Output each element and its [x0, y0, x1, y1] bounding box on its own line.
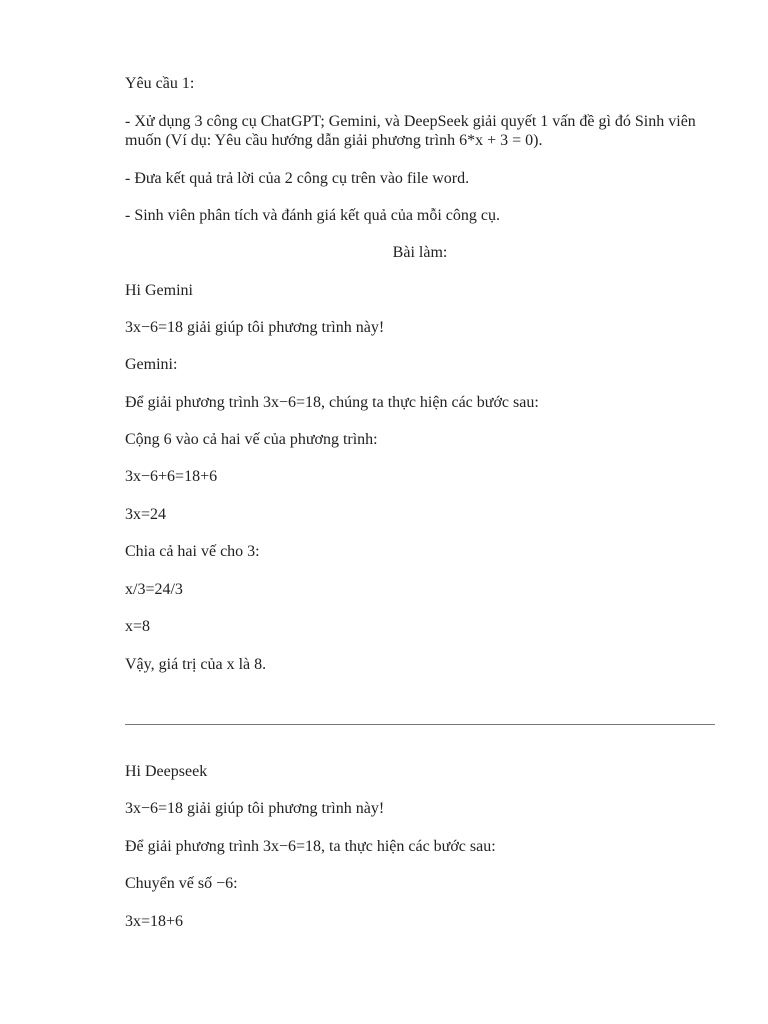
gemini-intro: Để giải phương trình 3x−6=18, chúng ta thực hiện các bước sau:	[125, 394, 539, 411]
gemini-equation-4: x=8	[125, 618, 151, 635]
gemini-conclusion: Vậy, giá trị của x là 8.	[125, 656, 267, 673]
deepseek-intro: Để giải phương trình 3x−6=18, ta thực hiện các bước sau:	[125, 838, 496, 855]
requirement-item-2: - Đưa kết quả trả lời của 2 công cụ trên vào file word.	[125, 170, 470, 187]
gemini-equation-3: x/3=24/3	[125, 581, 183, 598]
requirement-item-1: - Xử dụng 3 công cụ ChatGPT; Gemini, và DeepSeek giải quyết 1 vấn đề gì đó Sinh viên muốn (Ví dụ: Yêu cầu hướng dẫn giải phương trình 6*x + 3 = 0).	[125, 113, 696, 149]
requirement-heading: Yêu cầu 1:	[125, 75, 195, 92]
work-heading: Bài làm:	[392, 244, 448, 261]
gemini-equation-1: 3x−6+6=18+6	[125, 468, 218, 485]
section-divider	[125, 724, 715, 725]
gemini-step-1: Cộng 6 vào cả hai vế của phương trình:	[125, 431, 378, 448]
gemini-step-2: Chia cả hai vế cho 3:	[125, 543, 260, 560]
deepseek-prompt: 3x−6=18 giải giúp tôi phương trình này!	[125, 800, 385, 817]
deepseek-greeting: Hi Deepseek	[125, 763, 208, 780]
deepseek-equation-1: 3x=18+6	[125, 913, 184, 930]
gemini-equation-2: 3x=24	[125, 506, 167, 523]
gemini-prompt: 3x−6=18 giải giúp tôi phương trình này!	[125, 319, 385, 336]
requirement-item-3: - Sinh viên phân tích và đánh giá kết quả của mỗi công cụ.	[125, 207, 501, 224]
deepseek-step-1: Chuyển vế số −6:	[125, 875, 238, 892]
gemini-label: Gemini:	[125, 356, 178, 373]
gemini-greeting: Hi Gemini	[125, 282, 193, 299]
